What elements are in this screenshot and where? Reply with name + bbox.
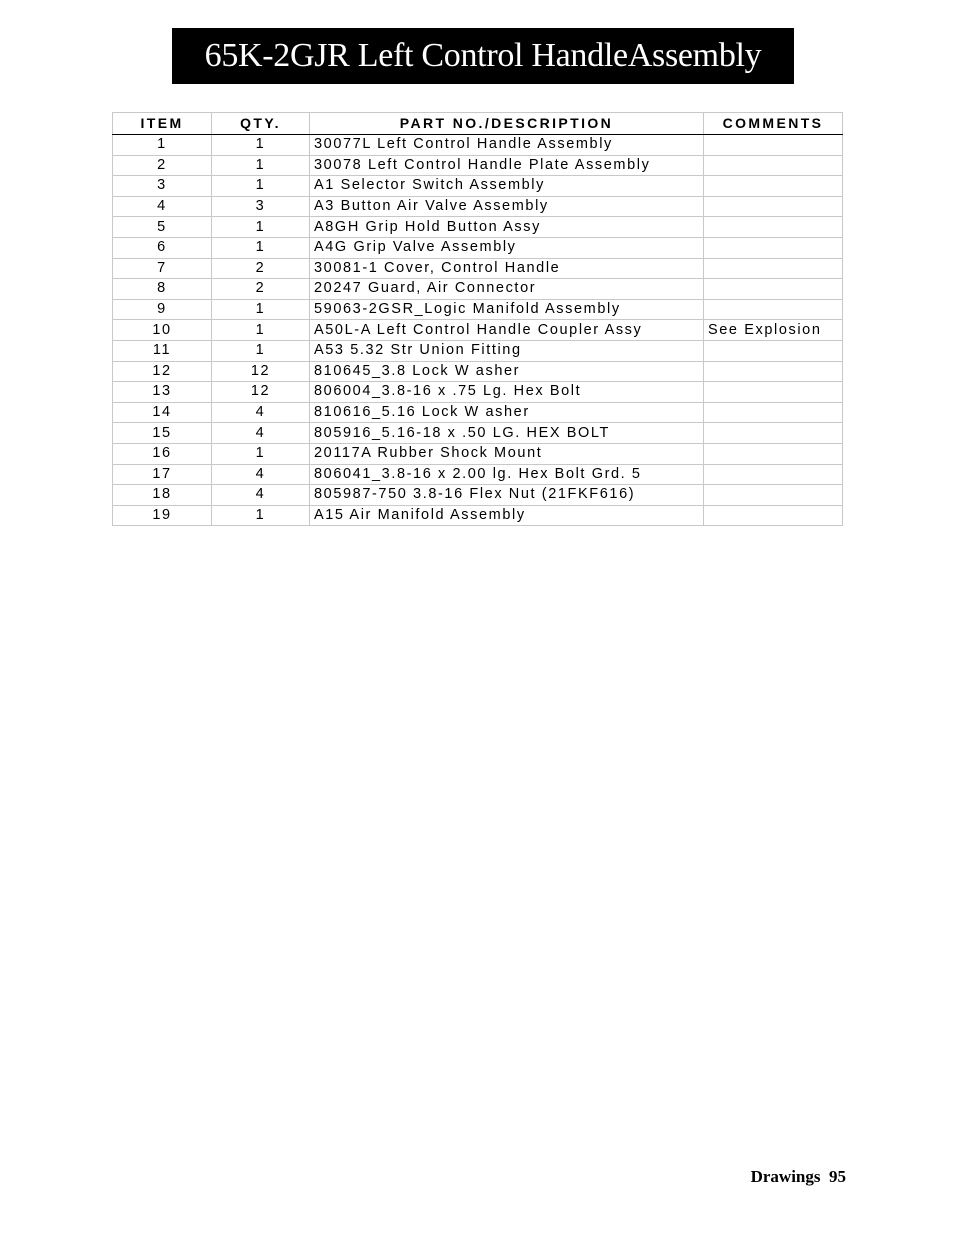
cell-qty: 1 [212,176,310,197]
parts-table [112,112,843,526]
cell-description: A3 Button Air Valve Assembly [310,196,704,217]
table-row [113,176,843,197]
cell-description: A4G Grip Valve Assembly [310,237,704,258]
cell-description: A50L-A Left Control Handle Coupler Assy [310,320,704,341]
cell-item: 7 [113,258,212,279]
table-row [113,361,843,382]
cell-qty: 1 [212,340,310,361]
cell-qty: 1 [212,299,310,320]
cell-item: 10 [113,320,212,341]
cell-qty: 1 [212,135,310,156]
cell-comments [704,423,843,444]
cell-item: 18 [113,485,212,506]
cell-item: 11 [113,340,212,361]
table-row [113,464,843,485]
cell-qty: 4 [212,423,310,444]
header-description: PART NO./DESCRIPTION [310,113,704,135]
cell-description: A1 Selector Switch Assembly [310,176,704,197]
cell-description: A53 5.32 Str Union Fitting [310,340,704,361]
footer-section: Drawings [750,1167,821,1186]
cell-description: 30077L Left Control Handle Assembly [310,135,704,156]
cell-comments [704,402,843,423]
table-row [113,382,843,403]
cell-description: 805987-750 3.8-16 Flex Nut (21FKF616) [310,485,704,506]
cell-comments [704,443,843,464]
footer-page-number: 95 [829,1167,846,1186]
page-title: 65K-2GJR Left Control HandleAssembly [172,28,794,84]
cell-qty: 2 [212,279,310,300]
table-row [113,402,843,423]
cell-comments [704,485,843,506]
cell-comments [704,155,843,176]
cell-item: 16 [113,443,212,464]
cell-comments [704,382,843,403]
cell-qty: 1 [212,505,310,526]
cell-description: 810645_3.8 Lock W asher [310,361,704,382]
cell-comments [704,237,843,258]
cell-item: 15 [113,423,212,444]
cell-item: 5 [113,217,212,238]
cell-comments [704,217,843,238]
table-row [113,443,843,464]
table-row [113,423,843,444]
cell-item: 13 [113,382,212,403]
cell-comments [704,361,843,382]
page-footer [751,1167,846,1187]
cell-description: 30081-1 Cover, Control Handle [310,258,704,279]
parts-table-body [113,135,843,526]
cell-description: A15 Air Manifold Assembly [310,505,704,526]
table-row [113,237,843,258]
table-row [113,217,843,238]
cell-comments [704,258,843,279]
table-row [113,155,843,176]
cell-description: 805916_5.16-18 x .50 LG. HEX BOLT [310,423,704,444]
table-row [113,279,843,300]
table-row [113,485,843,506]
cell-description: 806041_3.8-16 x 2.00 lg. Hex Bolt Grd. 5 [310,464,704,485]
cell-qty: 1 [212,155,310,176]
cell-qty: 3 [212,196,310,217]
cell-qty: 12 [212,361,310,382]
header-qty: QTY. [212,113,310,135]
table-row [113,135,843,156]
cell-description: 20117A Rubber Shock Mount [310,443,704,464]
cell-description: 59063-2GSR_Logic Manifold Assembly [310,299,704,320]
table-row [113,320,843,341]
cell-comments [704,464,843,485]
table-row [113,196,843,217]
cell-description: 806004_3.8-16 x .75 Lg. Hex Bolt [310,382,704,403]
cell-item: 19 [113,505,212,526]
cell-description: A8GH Grip Hold Button Assy [310,217,704,238]
cell-qty: 4 [212,485,310,506]
cell-description: 30078 Left Control Handle Plate Assembly [310,155,704,176]
cell-description: 810616_5.16 Lock W asher [310,402,704,423]
cell-qty: 12 [212,382,310,403]
table-row [113,340,843,361]
cell-comments [704,279,843,300]
cell-item: 4 [113,196,212,217]
cell-item: 8 [113,279,212,300]
cell-qty: 1 [212,443,310,464]
header-comments: COMMENTS [704,113,843,135]
cell-comments [704,299,843,320]
cell-item: 6 [113,237,212,258]
cell-item: 14 [113,402,212,423]
table-header-row [113,113,843,135]
cell-qty: 1 [212,320,310,341]
cell-item: 1 [113,135,212,156]
table-row [113,299,843,320]
cell-item: 9 [113,299,212,320]
cell-item: 17 [113,464,212,485]
cell-comments [704,196,843,217]
cell-comments [704,340,843,361]
cell-comments [704,135,843,156]
cell-item: 2 [113,155,212,176]
header-item: ITEM [113,113,212,135]
cell-qty: 4 [212,464,310,485]
cell-comments [704,505,843,526]
cell-description: 20247 Guard, Air Connector [310,279,704,300]
cell-item: 12 [113,361,212,382]
cell-qty: 4 [212,402,310,423]
table-row [113,258,843,279]
cell-comments [704,176,843,197]
cell-qty: 1 [212,237,310,258]
cell-qty: 2 [212,258,310,279]
table-row [113,505,843,526]
cell-item: 3 [113,176,212,197]
cell-qty: 1 [212,217,310,238]
cell-comments: See Explosion [704,320,843,341]
